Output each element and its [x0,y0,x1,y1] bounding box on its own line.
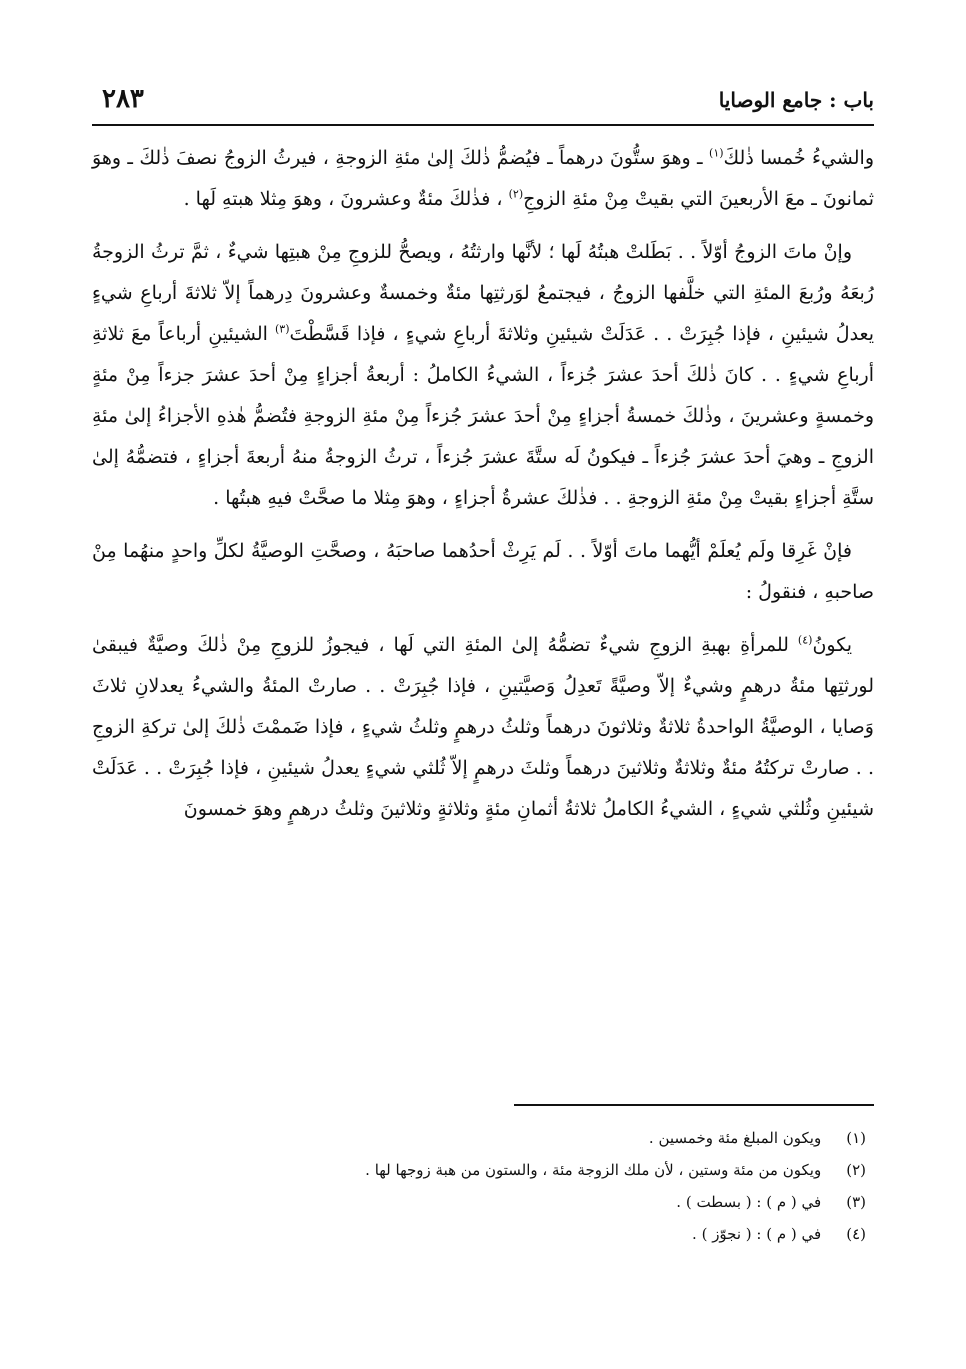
footnote-ref-2: (٢) [508,187,524,201]
footnote-1: (١) ويكون المبلغ مئة وخمسين . [648,1129,866,1147]
footnote-4: (٤) في ( م ) : ( نجوّز ) . [692,1225,866,1243]
page-number: ٢٨٣ [102,84,144,114]
running-header [92,84,874,126]
main-text [92,138,874,830]
book-page [92,84,874,1304]
footnote-ref-3: (٣) [274,322,290,336]
paragraph-3: فإنْ غَرِقا ولَم يُعلَمْ أيُّهما ماتَ أوّلاً . . لَم يَرِثْ أحدُهما صاحبَهُ ، وصحَّتِ الوصيَّةُ لكلِّ واحدٍ منهُما مِنْ صاحبهِ ، فنقولُ : [92,540,874,603]
paragraph-4: يكونُ$^{(٤)}$ للمرأةِ بهبةِ الزوجِ شيءٌ تضمُّهُ إلىٰ المئةِ التي لَها ، فيجوزُ للزوجِ مِنْ ذٰلكَ وصيَّةٌ فيبقىٰ لورثتِها مئةُ درهمٍ وشيءٌ إلاّ وصيَّةً تَعدِلُ وَصيَّتينِ ، فإذا جُبِرَتْ . . صارتْ المئةُ والشيءُ يعدلانِ ثلاثَ وَصايا ، الوصيَّةُ الواحدةُ ثلاثةٌ وثلاثونَ درهماً وثلثُ درهمٍ وثلثُ شيءٍ ، فإذا ضَممْتَ ذٰلكَ إلىٰ تركةِ الزوجِ . . صارتْ تركتُهُ مئةٌ وثلاثةٌ وثلاثينَ درهماً وثلثَ درهمٍ إلاّ ثُلثي شيءٍ يعدلُ شيئينِ ، فإذا جُبِرَتْ . . عَدَلَتْ شيئينِ وثُلثي شيءٍ ، الشيءُ الكاملُ ثلاثةُ أثمانِ مئةٍ وثلاثةٍ وثلاثينَ وثلثُ درهمٍ وهوَ خمسونَ [92,633,874,820]
chapter-title: باب : جامع الوصايا [718,88,874,112]
paragraph-1: والشيءُ خُمسا ذٰلكَ$^{(١)}$ ـ وهوَ ستُّونَ درهماً ـ فيُضمُّ ذٰلكَ إلىٰ مئةِ الزوجةِ ، فيرثُ الزوجُ نصفَ ذٰلكَ ـ وهوَ ثمانونَ ـ معَ الأربعينَ التي بقيتْ مِنْ مئةِ الزوجِ$^{(٢)}$ ، فذٰلكَ مئةٌ وعشرونَ ، وهوَ مِثلا هبتهِ لَها . [92,146,874,210]
footnote-divider [514,1104,874,1106]
footnote-2: (٢) ويكون من مئة وستين ، لأن ملك الزوجة مئة ، والستون من هبة زوجها لها . [365,1161,866,1179]
footnote-ref-4: (٤) [797,633,813,647]
footnote-ref-1: (١) [709,146,724,160]
footnotes [92,1122,866,1250]
paragraph-2: وإنْ ماتَ الزوجُ أوّلاً . . بَطَلتْ هبتُهُ لَها ؛ لأنَّها وارثتُهُ ، ويصحُّ للزوجِ مِنْ هبتِها شيءٌ ، ثمَّ ترثُ الزوجةُ رُبعَهُ ورُبعَ المئةِ التي خلَّفها الزوجُ ، فيجتمعُ لوَرثتِها مئةٌ وخمسةٌ وعشرونَ دِرهماً إلاّ ثلاثةَ أرباعِ شيءٍ يعدلُ شيئينِ ، فإذا جُبِرَتْ . . عَدَلَتْ شيئينِ وثلاثةَ أرباعِ شيءٍ ، فإذا قَسَّطْتَ$^{(٣)}$ الشيئينِ أرباعاً معَ ثلاثةِ أرباعِ شيءٍ . . كانَ ذٰلكَ أحدَ عشرَ جُزءاً ، الشيءُ الكاملُ : أربعةُ أجزاءٍ مِنْ أحدَ عشرَ جزءاً مِنْ مئةٍ وخمسةٍ وعشرينَ ، وذٰلكَ خمسةُ أجزاءٍ مِنْ أحدَ عشرَ جُزءاً مِنْ مئةِ الزوجةِ فتُضمُّ هٰذهِ الأجزاءُ إلىٰ مئةِ الزوجِ ـ وهيَ أحدَ عشرَ جُزءاً ـ فيكونُ لَه ستَّةَ عشرَ جُزءاً ، ترثُ الزوجةُ منهُ أربعةَ أجزاءٍ ، فتضمُّهُ إلىٰ ستَّةِ أجزاءٍ بقيتْ مِنْ مئةِ الزوجةِ . . فذٰلكَ عشرةُ أجزاءٍ ، وهوَ مِثلا ما صحَّتْ فيهِ هبتُها . [92,241,874,509]
footnote-3: (٣) في ( م ) : ( بسطت ) . [676,1193,866,1211]
